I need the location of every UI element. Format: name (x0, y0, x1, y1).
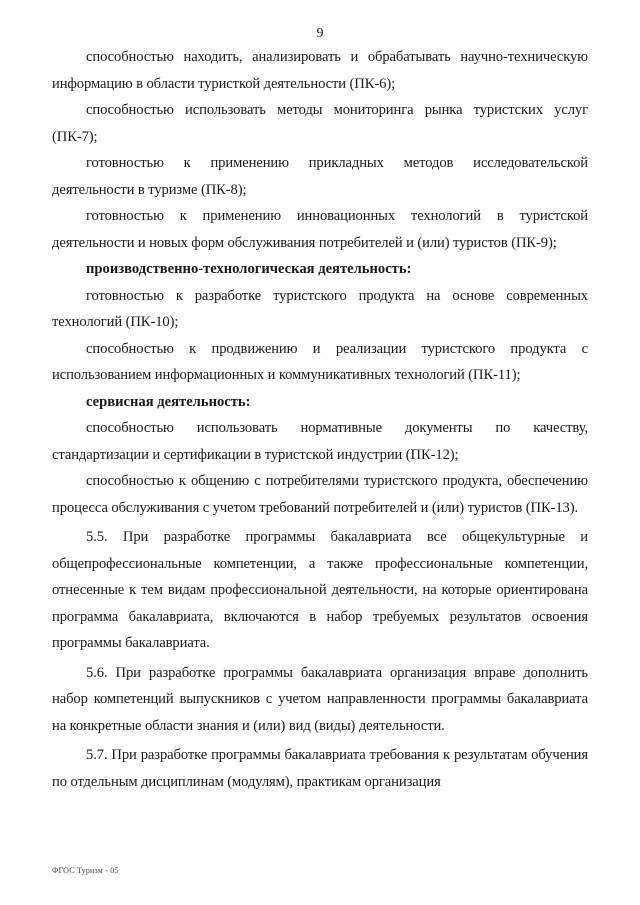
document-body (52, 44, 588, 795)
competency-pk11: способностью к продвижению и реализации туристского продукта с использованием информационных и коммуникативных технологий (ПК-11); (52, 340, 588, 383)
clause-5-7: 5.7. При разработке программы бакалавриата требования к результатам обучения по отдельным дисциплинам (модулям), практикам организация (52, 747, 588, 790)
page-footer: ФГОС Туризм - 05 (52, 866, 119, 875)
competency-pk10: готовностью к разработке туристского продукта на основе современных технологий (ПК-10); (52, 287, 588, 330)
competency-pk7: способностью использовать методы мониторинга рынка туристских услуг (ПК-7); (52, 102, 588, 145)
page-number: 9 (316, 26, 324, 41)
section-heading-production: производственно-технологическая деятельность: (86, 261, 412, 277)
clause-5-6: 5.6. При разработке программы бакалавриата организация вправе дополнить набор компетенций выпускников с учетом направленности программы бакалавриата на конкретные области знания и (или) вид (виды) деятельности. (52, 664, 588, 734)
competency-pk12: способностью использовать нормативные документы по качеству, стандартизации и сертификации в туристской индустрии (ПК-12); (52, 420, 588, 463)
competency-pk13: способностью к общению с потребителями туристского продукта, обеспечению процесса обслуживания с учетом требований потребителей и (или) туристов (ПК-13). (52, 473, 588, 516)
competency-pk6: способностью находить, анализировать и обрабатывать научно-техническую информацию в области туристкой деятельности (ПК-6); (52, 49, 588, 92)
clause-5-5: 5.5. При разработке программы бакалавриата все общекультурные и общепрофессиональные компетенции, а также профессиональные компетенции, отнесенные к тем видам профессиональной деятельности, на которые ориентирована программа бакалавриата, включаются в набор требуемых результатов освоения программы бакалавриата. (52, 529, 588, 651)
section-heading-service: сервисная деятельность: (86, 393, 251, 410)
competency-pk9: готовностью к применению инновационных технологий в туристской деятельности и новых форм обслуживания потребителей и (или) туристов (ПК-9); (52, 208, 588, 251)
competency-pk8: готовностью к применению прикладных методов исследовательской деятельности в туризме (ПК-8); (52, 155, 588, 198)
